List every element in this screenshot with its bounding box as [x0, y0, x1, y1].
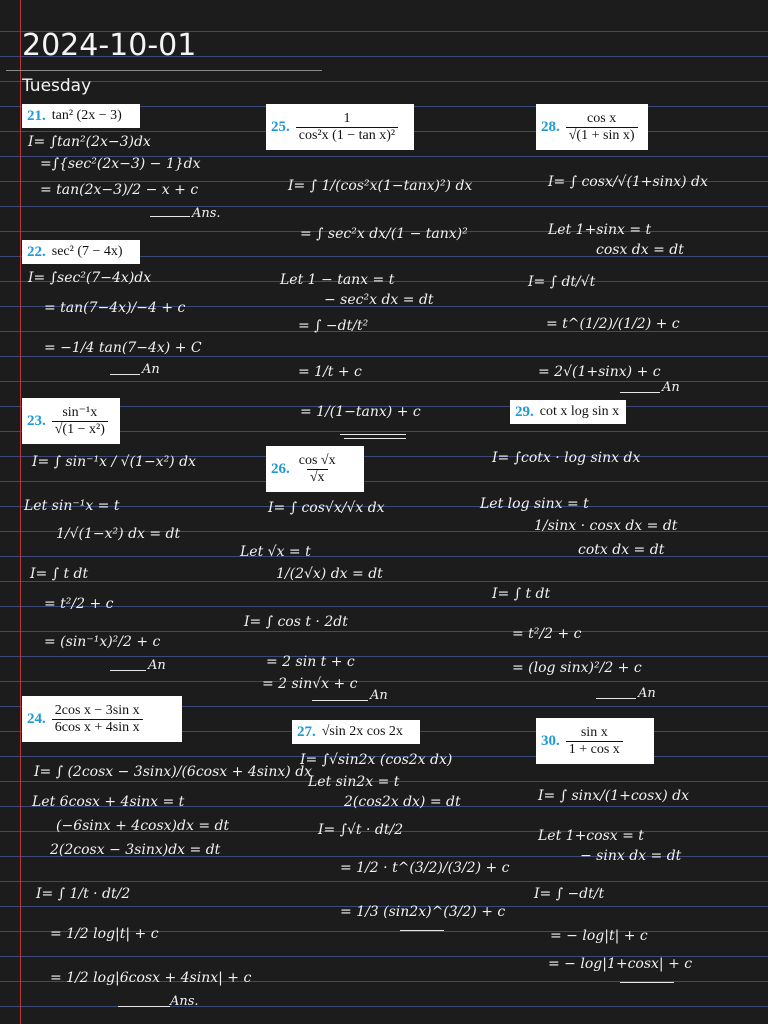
work-line: 2(2cosx − 3sinx)dx = dt	[50, 842, 221, 858]
fraction-denominator: √x	[307, 469, 328, 486]
work-line: − sinx dx = dt	[580, 848, 682, 864]
work-line: I= ∫ cosx/√(1+sinx) dx	[548, 174, 708, 190]
work-line: I= ∫ sin⁻¹x / √(1−x²) dx	[32, 454, 196, 470]
question-30	[536, 718, 654, 764]
fraction-numerator: sin x	[580, 724, 608, 740]
work-line: Let log sinx = t	[480, 496, 589, 512]
work-line: I= ∫cotx · log sinx dx	[492, 450, 641, 466]
work-line: Let 6cosx + 4sinx = t	[32, 794, 185, 810]
question-27	[292, 720, 420, 744]
work-line: = t²/2 + c	[44, 596, 114, 612]
work-line: cosx dx = dt	[596, 242, 684, 258]
work-line: =∫{sec²(2x−3) − 1}dx	[40, 156, 201, 172]
question-expression: tan² (2x − 3)	[51, 108, 122, 123]
question-23	[22, 398, 120, 444]
work-line: = 1/t + c	[298, 364, 362, 380]
answer-mark: Ans.	[192, 206, 221, 221]
answer-underline	[110, 374, 140, 375]
work-line: = 1/(1−tanx) + c	[300, 404, 421, 420]
question-29	[510, 400, 626, 424]
work-line: I= ∫ t dt	[30, 566, 89, 582]
work-line: = 1/3 (sin2x)^(3/2) + c	[340, 904, 506, 920]
answer-mark: An	[370, 688, 388, 703]
answer-mark: An	[638, 686, 656, 701]
work-line: = − log|t| + c	[550, 928, 648, 944]
work-line: = t^(1/2)/(1/2) + c	[546, 316, 680, 332]
work-line: I= ∫ −dt/t	[534, 886, 605, 902]
fraction-numerator: 2cos x − 3sin x	[54, 702, 140, 718]
answer-mark: An	[662, 380, 680, 395]
answer-underline	[118, 1006, 170, 1007]
question-fraction	[566, 725, 623, 758]
work-line: = ∫ sec²x dx/(1 − tanx)²	[300, 226, 468, 242]
fraction-denominator: 1 + cos x	[566, 741, 623, 758]
work-line: = t²/2 + c	[512, 626, 582, 642]
work-line: I= ∫sec²(7−4x)dx	[28, 270, 152, 286]
work-line: 2(cos2x dx) = dt	[344, 794, 461, 810]
question-fraction	[296, 453, 339, 486]
fraction-numerator: cos √x	[298, 452, 336, 468]
work-line: Let √x = t	[240, 544, 311, 560]
fraction-denominator: √(1 + sin x)	[566, 127, 638, 144]
question-number: 28.	[541, 118, 560, 135]
question-number: 27.	[297, 723, 316, 740]
question-22	[22, 240, 140, 264]
question-number: 24.	[27, 710, 46, 727]
question-fraction	[566, 111, 638, 144]
work-line: I= ∫ t dt	[492, 586, 551, 602]
answer-underline	[340, 434, 406, 435]
answer-underline	[110, 670, 146, 671]
question-fraction	[52, 404, 108, 438]
question-number: 26.	[271, 460, 290, 477]
work-line: I= ∫√sin2x (cos2x dx)	[300, 752, 453, 768]
question-24	[22, 696, 182, 742]
fraction-denominator: √(1 − x²)	[52, 421, 108, 438]
work-line: (−6sinx + 4cosx)dx = dt	[56, 818, 230, 834]
fraction-denominator: 6cos x + 4sin x	[52, 719, 143, 736]
page-date: 2024-10-01	[22, 28, 197, 63]
work-line: = 2 sin√x + c	[262, 676, 358, 692]
work-line: I= ∫ dt/√t	[528, 274, 596, 290]
question-26	[266, 446, 364, 492]
question-number: 21.	[27, 107, 46, 124]
work-line: Let 1+sinx = t	[548, 222, 652, 238]
question-number: 30.	[541, 732, 560, 749]
work-line: I= ∫ cos t · 2dt	[244, 614, 348, 630]
answer-underline	[596, 698, 636, 699]
work-line: = 1/2 · t^(3/2)/(3/2) + c	[340, 860, 510, 876]
work-line: = ∫ −dt/t²	[298, 318, 369, 334]
work-line: 1/sinx · cosx dx = dt	[534, 518, 678, 534]
question-fraction	[296, 111, 398, 144]
work-line: Let 1+cosx = t	[538, 828, 644, 844]
answer-underline	[620, 392, 660, 393]
work-line: cotx dx = dt	[578, 542, 665, 558]
work-line: = (log sinx)²/2 + c	[512, 660, 642, 676]
question-expression: sec² (7 − 4x)	[51, 244, 123, 259]
fraction-denominator: cos²x (1 − tan x)²	[296, 127, 398, 144]
work-line: = 1/2 log|t| + c	[50, 926, 159, 942]
question-number: 25.	[271, 118, 290, 135]
work-line: = 2√(1+sinx) + c	[538, 364, 661, 380]
question-25	[266, 104, 414, 150]
answer-underline	[312, 700, 368, 701]
title-divider	[6, 70, 322, 71]
work-line: Let sin2x = t	[308, 774, 400, 790]
question-number: 23.	[27, 412, 46, 429]
work-line: = 1/2 log|6cosx + 4sinx| + c	[50, 970, 252, 986]
fraction-numerator: sin⁻¹x	[62, 405, 98, 420]
work-line: = − log|1+cosx| + c	[548, 956, 693, 972]
work-line: 1/√(1−x²) dx = dt	[56, 526, 181, 542]
answer-underline	[620, 982, 674, 983]
page-day: Tuesday	[22, 76, 92, 96]
answer-mark: An	[142, 362, 160, 377]
work-line: I= ∫√t · dt/2	[318, 822, 404, 838]
work-line: I= ∫ 1/t · dt/2	[36, 886, 131, 902]
work-line: 1/(2√x) dx = dt	[276, 566, 383, 582]
question-number: 29.	[515, 403, 534, 420]
work-line: I= ∫ cos√x/√x dx	[268, 500, 385, 516]
work-line: Let 1 − tanx = t	[280, 272, 395, 288]
question-expression: √sin 2x cos 2x	[321, 724, 403, 739]
work-line: Let sin⁻¹x = t	[24, 498, 120, 514]
work-line: = tan(7−4x)/−4 + c	[44, 300, 186, 316]
fraction-numerator: cos x	[587, 110, 617, 126]
question-fraction	[52, 703, 143, 736]
question-21	[22, 104, 140, 128]
work-line: I= ∫tan²(2x−3)dx	[28, 134, 151, 150]
answer-underline	[344, 438, 406, 439]
answer-mark: An	[148, 658, 166, 673]
question-28	[536, 104, 648, 150]
fraction-numerator: 1	[343, 110, 351, 126]
work-line: = tan(2x−3)/2 − x + c	[40, 182, 199, 198]
answer-underline	[150, 216, 190, 217]
work-line: = 2 sin t + c	[266, 654, 355, 670]
work-line: − sec²x dx = dt	[324, 292, 434, 308]
answer-mark: Ans.	[170, 994, 199, 1009]
work-line: = −1/4 tan(7−4x) + C	[44, 340, 202, 356]
work-line: I= ∫ (2cosx − 3sinx)/(6cosx + 4sinx) dx	[34, 764, 313, 780]
work-line: = (sin⁻¹x)²/2 + c	[44, 634, 161, 650]
work-line: I= ∫ sinx/(1+cosx) dx	[538, 788, 689, 804]
question-expression: cot x log sin x	[539, 404, 620, 419]
question-number: 22.	[27, 243, 46, 260]
work-line: I= ∫ 1/(cos²x(1−tanx)²) dx	[288, 178, 473, 194]
margin-line	[20, 0, 21, 1024]
answer-underline	[400, 930, 444, 931]
